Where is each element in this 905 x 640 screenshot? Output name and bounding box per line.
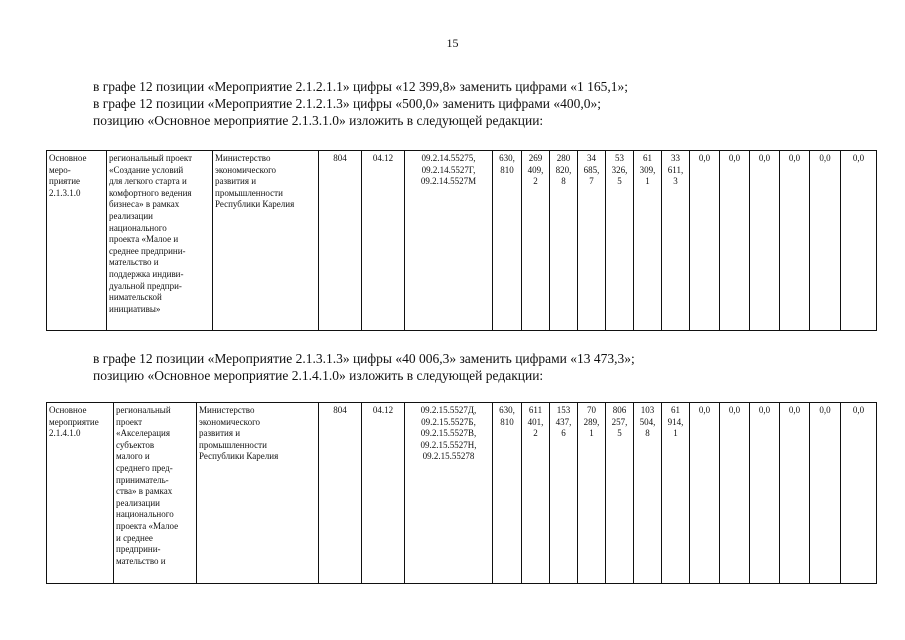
executor-cell	[213, 151, 319, 331]
zero-amount-cell: 0,0	[750, 151, 780, 331]
cell-line: 810	[500, 416, 514, 427]
zero-amount-cell: 0,0	[690, 151, 720, 331]
amount-cell	[578, 403, 606, 584]
cell-line: 289,	[583, 416, 600, 427]
paragraph-line: в графе 12 позиции «Мероприятие 2.1.2.1.3» цифры «500,0» заменить цифрами «400,0»;	[93, 96, 602, 111]
zero-amount-cell: 0,0	[841, 403, 877, 584]
cell-line: 630,	[499, 405, 515, 415]
cell-line: 685,	[583, 164, 600, 175]
amount-cell	[522, 151, 550, 331]
cell-line: 8	[645, 428, 650, 439]
paragraph-block-top	[93, 78, 628, 129]
cell-line: региональный	[116, 405, 171, 415]
paragraph-line: в графе 12 позиции «Мероприятие 2.1.2.1.1» цифры «12 399,8» заменить цифрами «1 165,1»;	[93, 79, 629, 94]
cell-line: 6	[561, 428, 566, 439]
amount-cell	[606, 403, 634, 584]
cell-line: 09.2.15.5527Б,	[421, 416, 476, 427]
cell-line: развития и	[199, 428, 241, 439]
zero-amount-cell: 0,0	[780, 403, 810, 584]
paragraph-line: позицию «Основное мероприятие 2.1.3.1.0» изложить в следующей редакции:	[93, 113, 544, 128]
amount-cell	[662, 403, 690, 584]
amount-cell	[606, 151, 634, 331]
cell-line: 04.12	[372, 405, 394, 415]
cell-line: 401,	[527, 416, 544, 427]
cell-line: 2.1.4.1.0	[49, 428, 81, 439]
cell-line: развития и	[215, 176, 257, 187]
cell-line: 7	[589, 176, 594, 187]
zero-amount-cell: 0,0	[690, 403, 720, 584]
cell-line: региональный проект	[109, 153, 193, 163]
cell-line: проекта «Малое и	[109, 234, 179, 245]
cell-line: реализации	[109, 210, 153, 221]
event-code-cell	[47, 403, 114, 584]
cell-line: 04.12	[372, 153, 394, 163]
cell-line: 2	[533, 176, 538, 187]
zero-amount-cell: 0,0	[750, 403, 780, 584]
cell-line: комфортного ведения	[109, 187, 192, 198]
expense-type-cell	[493, 403, 522, 584]
cell-line: Министерство	[215, 153, 271, 163]
cell-line: экономического	[215, 164, 277, 175]
executor-cell	[197, 403, 319, 584]
cell-line: 09.2.15.5527Д,	[420, 405, 477, 415]
table-row	[47, 151, 877, 331]
cell-line: меро-	[49, 164, 71, 175]
project-name-cell	[114, 403, 197, 584]
cell-line: поддержка индиви-	[109, 268, 184, 279]
amount-cell	[634, 151, 662, 331]
cell-line: 1	[645, 176, 650, 187]
cell-line: 611,	[667, 164, 684, 175]
paragraph-block-middle	[93, 350, 635, 384]
cell-line: 257,	[611, 416, 628, 427]
cell-line: среднего пред-	[116, 462, 173, 473]
amount-cell	[662, 151, 690, 331]
cell-line: экономического	[199, 416, 261, 427]
cell-line: мательство и	[116, 555, 166, 566]
cell-line: 630,	[499, 153, 515, 163]
cell-line: ства» в рамках	[116, 486, 173, 497]
zero-amount-cell: 0,0	[810, 403, 841, 584]
cell-line: 914,	[667, 416, 684, 427]
cell-line: предприни-	[116, 544, 161, 555]
cell-line: для легкого старта и	[109, 176, 187, 187]
cell-line: 09.2.15.5527В,	[420, 428, 477, 439]
cell-line: 409,	[527, 164, 544, 175]
cell-line: Министерство	[199, 405, 255, 415]
cell-line: 61	[643, 153, 652, 163]
amount-cell	[634, 403, 662, 584]
cell-line: национального	[116, 509, 174, 520]
cell-line: 820,	[555, 164, 572, 175]
cell-line: 804	[333, 153, 347, 163]
cell-line: мательство и	[109, 257, 159, 268]
zero-amount-cell: 0,0	[720, 403, 750, 584]
cell-line: субъектов	[116, 439, 155, 450]
cell-line: 09.2.15.5527Н,	[420, 439, 477, 450]
cell-line: Основное	[49, 153, 87, 163]
cell-line: и среднее	[116, 532, 153, 543]
cell-line: 804	[333, 405, 347, 415]
table-row	[47, 403, 877, 584]
cell-line: 153	[556, 405, 571, 415]
cell-line: «Создание условий	[109, 164, 184, 175]
cell-line: 61	[671, 405, 680, 415]
cell-line: малого и	[116, 451, 150, 462]
cell-line: проект	[116, 416, 143, 427]
project-name-cell	[107, 151, 213, 331]
cell-line: 1	[589, 428, 594, 439]
cell-line: приятие	[49, 176, 81, 187]
event-code-cell	[47, 151, 107, 331]
table-main-event-2-1-3-1-0	[46, 150, 877, 331]
cell-line: 09.2.15.55278	[422, 451, 475, 462]
table-main-event-2-1-4-1-0	[46, 402, 877, 584]
cell-line: 53	[615, 153, 624, 163]
cell-line: среднее предприни-	[109, 245, 186, 256]
cell-line: инициативы»	[109, 303, 161, 314]
cell-line: «Акселерация	[116, 428, 170, 439]
cell-line: 09.2.14.55275,	[421, 153, 476, 163]
cell-line: 3	[673, 176, 678, 187]
zero-amount-cell: 0,0	[720, 151, 750, 331]
cell-line: проекта «Малое	[116, 520, 179, 531]
expense-type-cell	[493, 151, 522, 331]
cell-line: 810	[500, 164, 514, 175]
cell-line: 33	[671, 153, 680, 163]
cell-line: 103	[640, 405, 655, 415]
cell-line: 1	[673, 428, 678, 439]
cell-line: 5	[617, 428, 622, 439]
cell-line: промышленности	[199, 439, 267, 450]
cell-line: 611	[528, 405, 543, 415]
cell-line: 8	[561, 176, 566, 187]
cell-line: мероприятие	[49, 416, 99, 427]
amount-cell	[550, 403, 578, 584]
paragraph-line: позицию «Основное мероприятие 2.1.4.1.0» изложить в следующей редакции:	[93, 368, 544, 383]
zero-amount-cell: 0,0	[841, 151, 877, 331]
cell-line: 09.2.14.5527М	[420, 176, 477, 187]
cell-line: 2	[533, 428, 538, 439]
cell-line: приниматель-	[116, 474, 169, 485]
cell-line: 70	[587, 405, 596, 415]
section-code-cell	[362, 151, 405, 331]
zero-amount-cell: 0,0	[780, 151, 810, 331]
cell-line: 2.1.3.1.0	[49, 187, 81, 198]
target-article-cell	[405, 403, 493, 584]
cell-line: национального	[109, 222, 167, 233]
section-code-cell	[362, 403, 405, 584]
cell-line: 280	[556, 153, 571, 163]
amount-cell	[550, 151, 578, 331]
paragraph-line: в графе 12 позиции «Мероприятие 2.1.3.1.3» цифры «40 006,3» заменить цифрами «13 473,3»;	[93, 351, 635, 366]
cell-line: 09.2.14.5527Г,	[421, 164, 476, 175]
cell-line: 5	[617, 176, 622, 187]
cell-line: нимательской	[109, 292, 162, 303]
page-number: 15	[446, 36, 459, 50]
grbs-code-cell	[319, 403, 362, 584]
cell-line: 326,	[611, 164, 628, 175]
cell-line: 269	[528, 153, 543, 163]
cell-line: Республики Карелия	[199, 451, 279, 462]
target-article-cell	[405, 151, 493, 331]
cell-line: реализации	[116, 497, 160, 508]
zero-amount-cell: 0,0	[810, 151, 841, 331]
cell-line: промышленности	[215, 187, 283, 198]
cell-line: дуальной предпри-	[109, 280, 182, 291]
grbs-code-cell	[319, 151, 362, 331]
cell-line: бизнеса» в рамках	[109, 199, 180, 210]
cell-line: 806	[612, 405, 627, 415]
amount-cell	[578, 151, 606, 331]
cell-line: 504,	[639, 416, 656, 427]
amount-cell	[522, 403, 550, 584]
cell-line: 309,	[639, 164, 656, 175]
cell-line: 34	[587, 153, 596, 163]
cell-line: Республики Карелия	[215, 199, 295, 210]
cell-line: 437,	[555, 416, 572, 427]
cell-line: Основное	[49, 405, 87, 415]
